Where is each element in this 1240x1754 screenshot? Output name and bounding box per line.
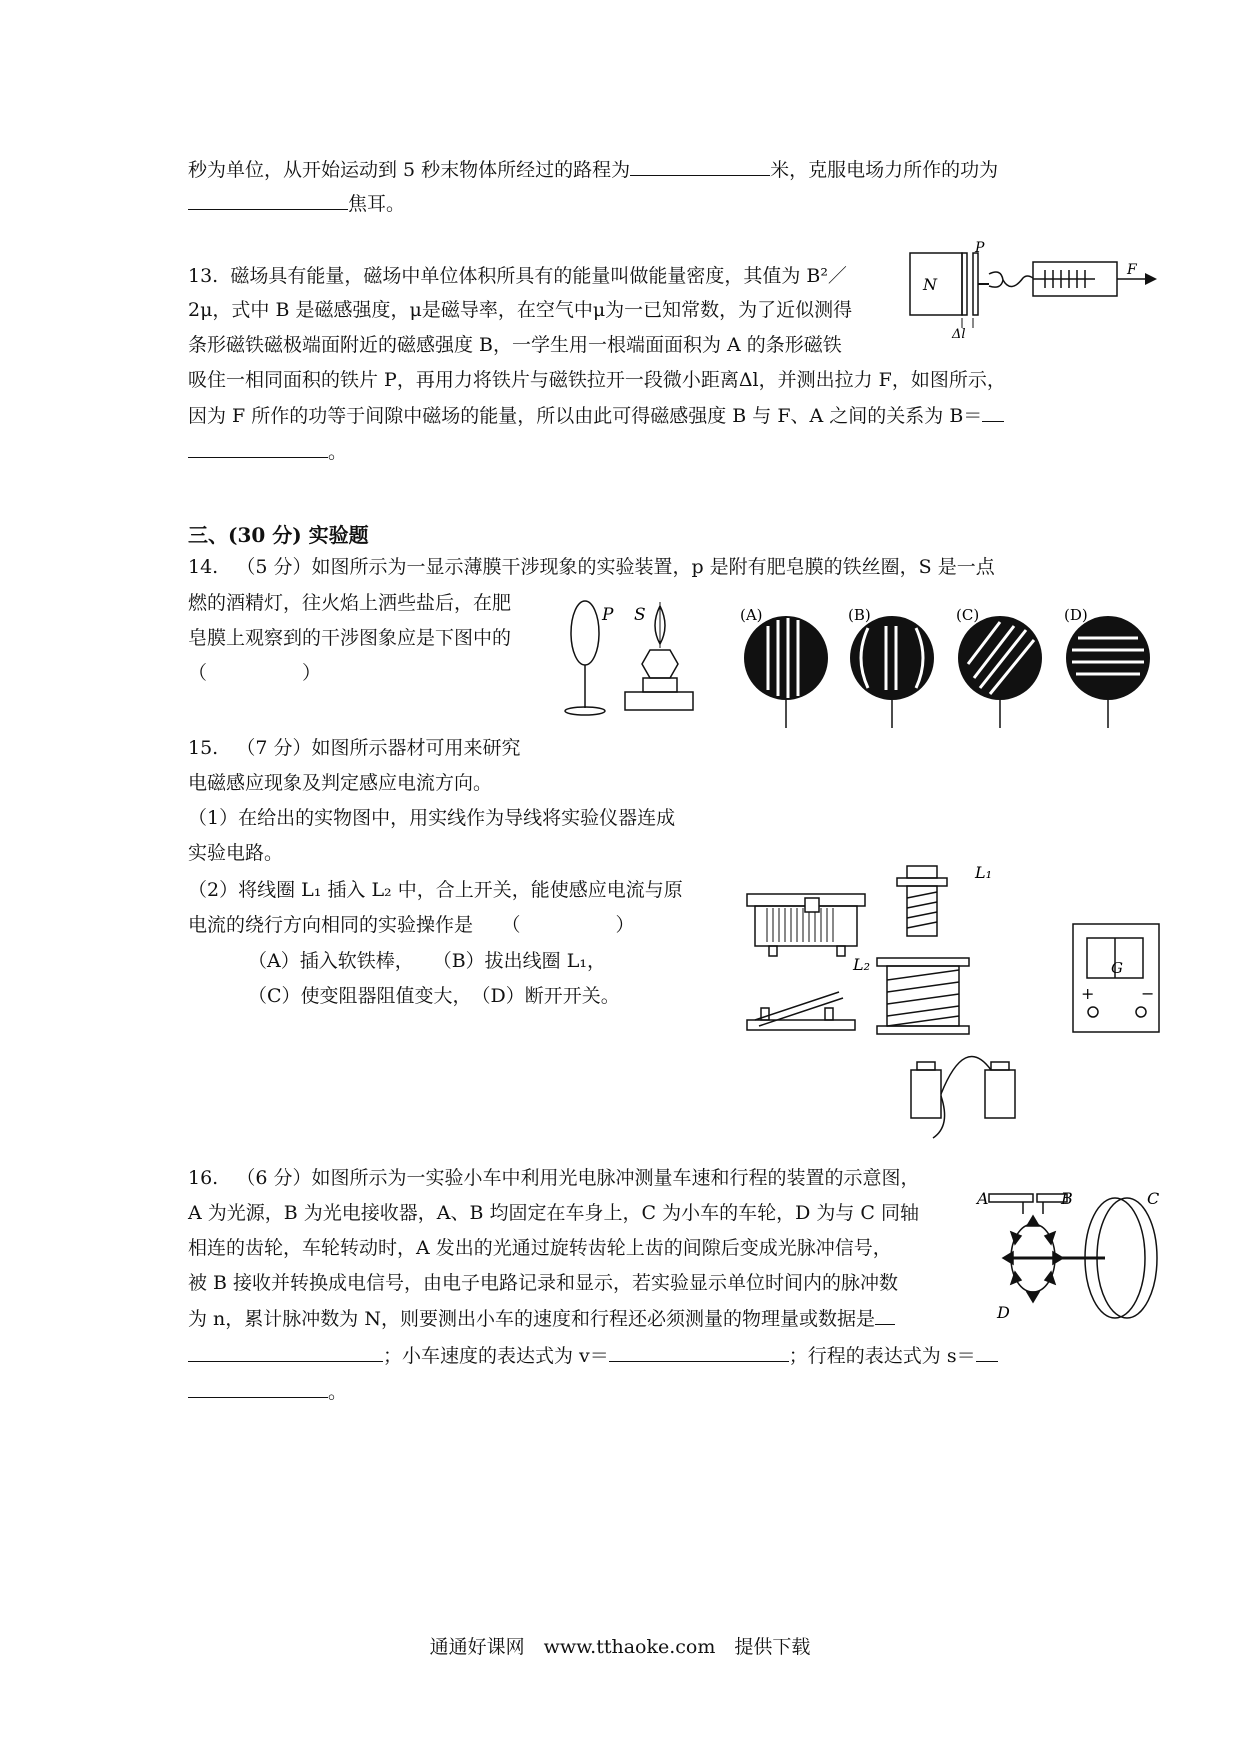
q15-line-5: （2）将线圈 L₁ 插入 L₂ 中，合上开关，能使感应电流与原	[188, 879, 683, 901]
q15-options-1[interactable]: （A）插入软铁棒， （B）拔出线圈 L₁，	[248, 950, 606, 972]
q15-label-minus: −	[1141, 984, 1155, 1003]
q15-line-6[interactable]: 电流的绕行方向相同的实验操作是 （ ）	[188, 914, 635, 936]
q15-coil-l2	[877, 958, 969, 1034]
q14-line-1	[188, 555, 995, 579]
q16-blank-distance[interactable]	[976, 1343, 998, 1362]
q13-text-5: 因为 F 所作的功等于间隙中磁场的能量，所以由此可得磁感强度 B 与 F、A 之间的关系为 B＝	[188, 405, 983, 427]
q14-interference-options	[728, 598, 1188, 733]
q13-blank-answer[interactable]	[188, 439, 328, 458]
q13-label-f: F	[1127, 262, 1137, 278]
q13-text-6: 。	[328, 441, 348, 463]
q13-magnet-figure	[905, 240, 1160, 340]
q14-option-b-label: (B)	[848, 606, 871, 624]
q16-line-2: A 为光源，B 为光电接收器，A、B 均固定在车身上，C 为小车的车轮，D 为与 C 同轴	[188, 1202, 919, 1224]
q14-option-b[interactable]	[848, 606, 934, 728]
q13-line-4: 吸住一相同面积的铁片 P，再用力将铁片与磁铁拉开一段微小距离Δl，并测出拉力 F，如图所示，	[188, 369, 1006, 391]
q12-text-1a: 秒为单位，从开始运动到 5 秒末物体所经过的路程为	[188, 159, 631, 181]
q14-option-d-label: (D)	[1064, 606, 1088, 624]
q13-line-2: 2μ，式中 B 是磁感强度，μ是磁导率，在空气中μ为一已知常数，为了近似测得	[188, 299, 853, 321]
q13-number: 13.	[188, 265, 219, 287]
q13-line-6	[188, 439, 347, 464]
q15-options-2[interactable]: （C）使变阻器阻值变大， （D）断开开关。	[248, 985, 620, 1007]
q14-option-a-label: (A)	[740, 606, 763, 624]
q13-line-1	[188, 264, 847, 288]
q16-label-b: B	[1061, 1189, 1073, 1208]
q16-line-5	[188, 1306, 895, 1331]
q13-text-1: 磁场具有能量，磁场中单位体积所具有的能量叫做能量密度，其值为 B²／	[230, 265, 847, 287]
q16-number: 16.	[188, 1167, 219, 1189]
q16-text-6b: ；行程的表达式为 s＝	[788, 1345, 976, 1367]
q13-label-n: N	[923, 275, 937, 294]
q12-blank-work[interactable]	[188, 191, 348, 210]
q16-label-a: A	[977, 1189, 989, 1208]
q15-label-plus: +	[1081, 984, 1095, 1003]
q16-blank-quantity[interactable]	[188, 1343, 383, 1362]
q16-blank-start[interactable]	[875, 1306, 895, 1325]
q13-line-3: 条形磁铁磁极端面附近的磁感强度 B，一学生用一根端面面积为 A 的条形磁铁	[188, 334, 842, 356]
q15-label-g: G	[1111, 959, 1123, 977]
q13-blank-start[interactable]	[982, 403, 1004, 422]
q15-label-l2: L₂	[853, 955, 871, 974]
q15-switch	[747, 992, 855, 1030]
q15-text-1: （7 分）如图所示器材可用来研究	[236, 737, 521, 759]
q14-apparatus-figure	[560, 598, 695, 723]
q16-line-1	[188, 1166, 919, 1190]
q14-answer-bracket[interactable]: （ ）	[188, 662, 322, 684]
q14-number: 14.	[188, 556, 219, 578]
q16-line-3: 相连的齿轮，车轮转动时，A 发出的光通过旋转齿轮上齿的间隙后变成光脉冲信号，	[188, 1237, 892, 1259]
q14-option-c-label: (C)	[956, 606, 980, 624]
q16-text-6a: ；小车速度的表达式为 v＝	[383, 1345, 609, 1367]
q16-blank-distance-cont[interactable]	[188, 1379, 328, 1398]
q14-text-1: （5 分）如图所示为一显示薄膜干涉现象的实验装置，p 是附有肥皂膜的铁丝圈，S 是一点	[236, 556, 995, 578]
q12-text-1b: 米，克服电场力所作的功为	[770, 159, 999, 181]
q15-apparatus-figure	[745, 858, 1175, 1143]
q15-label-l1: L₁	[975, 863, 993, 882]
q16-line-6	[188, 1343, 998, 1368]
q12-blank-distance[interactable]	[630, 157, 770, 176]
q15-line-2: 电磁感应现象及判定感应电流方向。	[188, 772, 493, 794]
q14-line-3: 皂膜上观察到的干涉图象应是下图中的	[188, 627, 512, 649]
q15-line-4: 实验电路。	[188, 842, 284, 864]
section-3-heading: 三、(30 分) 实验题	[188, 523, 369, 547]
q12-text-2: 焦耳。	[348, 193, 406, 215]
q16-label-c: C	[1147, 1189, 1160, 1208]
q16-blank-speed[interactable]	[609, 1343, 789, 1362]
q12-line-2	[188, 191, 405, 216]
q14-option-a[interactable]	[740, 606, 828, 728]
q14-line-2: 燃的酒精灯，往火焰上洒些盐后，在肥	[188, 592, 512, 614]
q15-galvanometer	[1073, 924, 1159, 1032]
q12-line-1	[188, 157, 998, 182]
q16-line-4: 被 B 接收并转换成电信号，由电子电路记录和显示，若实验显示单位时间内的脉冲数	[188, 1272, 899, 1294]
q16-label-d: D	[997, 1303, 1010, 1322]
q16-text-1: （6 分）如图所示为一实验小车中利用光电脉冲测量车速和行程的装置的示意图，	[236, 1167, 920, 1189]
q16-wheel-figure	[975, 1180, 1180, 1335]
q13-label-p: P	[975, 240, 985, 256]
q14-option-d[interactable]	[1064, 606, 1150, 728]
q15-coil-l1	[897, 866, 947, 936]
q13-label-dl: Δl	[952, 327, 966, 340]
q13-line-5	[188, 403, 1004, 428]
q14-label-s: S	[634, 605, 646, 625]
q14-label-p: P	[602, 605, 614, 625]
q15-line-1	[188, 736, 520, 760]
q16-text-7: 。	[328, 1381, 348, 1403]
q15-battery	[911, 1057, 1015, 1139]
page-footer: 通通好课网 www.tthaoke.com 提供下载	[429, 1636, 811, 1658]
q15-line-3: （1）在给出的实物图中，用实线作为导线将实验仪器连成	[188, 807, 676, 829]
q15-rheostat	[747, 894, 865, 956]
q15-number: 15.	[188, 737, 219, 759]
q14-option-c[interactable]	[956, 606, 1042, 728]
q16-text-5: 为 n，累计脉冲数为 N，则要测出小车的速度和行程还必须测量的物理量或数据是	[188, 1308, 875, 1330]
q16-line-7	[188, 1379, 347, 1404]
